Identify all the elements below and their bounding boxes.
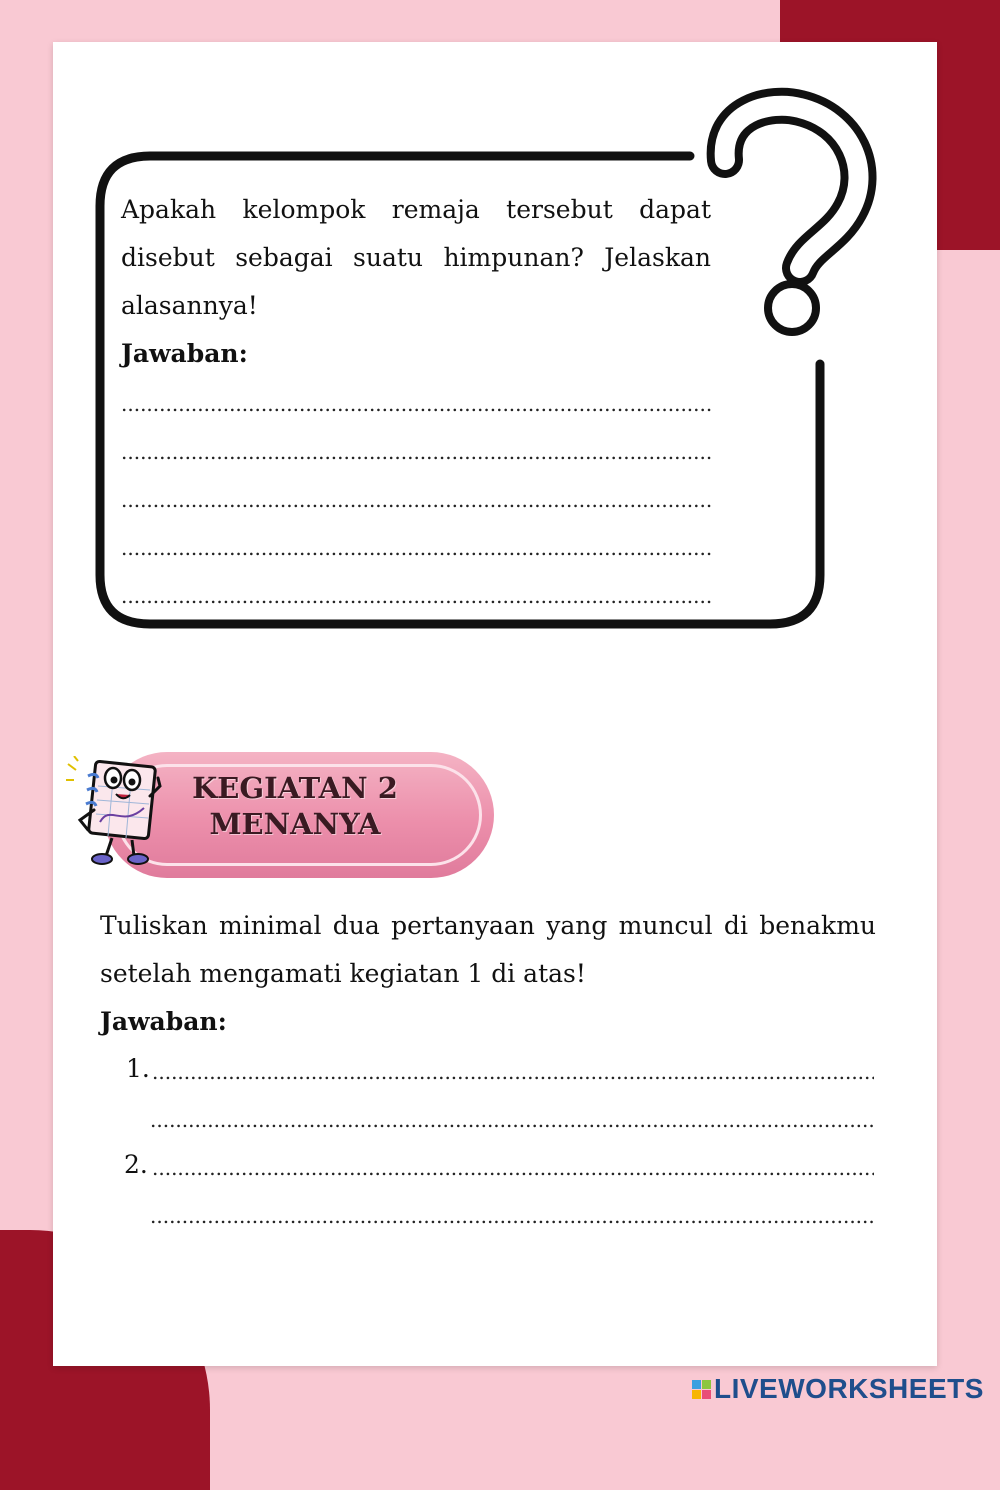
question2-text: Tuliskan minimal dua pertanyaan yang muncul di benakmu setelah mengamati kegiatan 1 di atas! (100, 911, 876, 988)
question1-answer-label: Jawaban: (121, 339, 248, 368)
activity-title-line2: MENANYA (209, 807, 381, 841)
answer-item-2-line-1[interactable] (152, 1156, 874, 1180)
answer-line-3[interactable] (121, 488, 711, 512)
answer-item-number-2: 2. (124, 1150, 148, 1179)
liveworksheets-logo-icon (692, 1380, 711, 1399)
answer-item-1-line-2[interactable] (150, 1108, 874, 1132)
liveworksheets-brand: LIVEWORKSHEETS (714, 1373, 984, 1404)
answer-item-1-line-1[interactable] (152, 1060, 874, 1084)
question2-answer-label: Jawaban: (100, 1007, 227, 1036)
answer-line-5[interactable] (121, 584, 711, 608)
answer-item-number-1: 1. (126, 1054, 150, 1083)
question-mark-icon (725, 106, 859, 332)
question1-text: Apakah kelompok remaja tersebut dapat disebut sebagai suatu himpunan? Jelaskan alasannya! (121, 195, 711, 320)
answer-line-2[interactable] (121, 440, 711, 464)
liveworksheets-logo[interactable] (692, 1372, 984, 1406)
activity-title-line1: KEGIATAN 2 (192, 771, 398, 805)
answer-line-4[interactable] (121, 536, 711, 560)
activity-title (190, 770, 400, 842)
answer-item-2-line-2[interactable] (150, 1204, 874, 1228)
notebook-mascot-icon (66, 756, 176, 871)
answer-line-1[interactable] (121, 392, 711, 416)
